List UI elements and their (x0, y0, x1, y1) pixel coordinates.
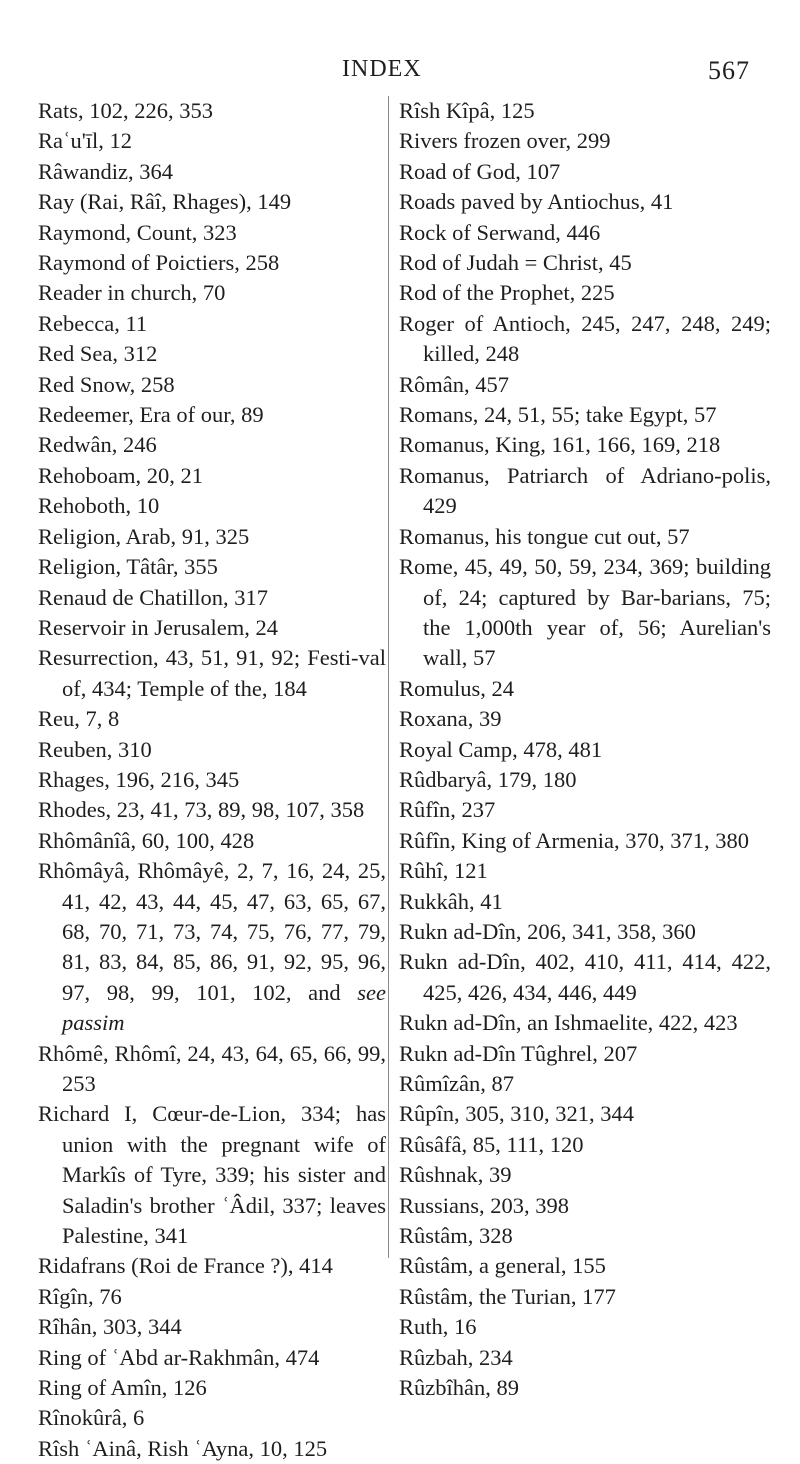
index-entry: Ring of ʿAbd ar-Rakhmân, 474 (38, 1344, 320, 1370)
index-entry: Reuben, 310 (38, 736, 152, 762)
column-divider (388, 96, 389, 1258)
index-entry: Rûshnak, 39 (399, 1162, 512, 1188)
index-entry: Red Sea, 312 (38, 341, 158, 367)
index-entry: Romulus, 24 (399, 675, 515, 701)
index-entry: Romanus, King, 161, 166, 169, 218 (399, 432, 721, 458)
index-entry: Reservoir in Jerusalem, 24 (38, 614, 278, 640)
index-entry: Rod of Judah = Christ, 45 (399, 250, 632, 276)
index-entry: Rûzbah, 234 (399, 1344, 513, 1370)
index-entry: Rîsh ʿAinâ, Rish ʿAyna, 10, 125 (38, 1435, 328, 1461)
index-entry: Royal Camp, 478, 481 (399, 736, 603, 762)
index-entry-text: Rhômâyâ, Rhômâyê, 2, 7, 16, 24, 25, 41, 42, 43, 44, 45, 47, 63, 65, 67, 68, 70, 71, 73, 74, 75, 76, 77, 79, 81, 83, 84, 85, 86, 91, 92, 95, 96, 97, 98, 99, 101, 102, and (38, 858, 386, 1005)
index-entry: Resurrection, 43, 51, 91, 92; Festi-val of, 434; Temple of the, 184 (38, 645, 386, 701)
index-entry: Roger of Antioch, 245, 247, 248, 249; killed, 248 (399, 310, 771, 367)
index-entry: Rhômê, Rhômî, 24, 43, 64, 65, 66, 99, 253 (38, 1040, 386, 1096)
index-entry: Redeemer, Era of our, 89 (38, 402, 264, 428)
index-entry: Redwân, 246 (38, 432, 157, 458)
index-entry: Rhodes, 23, 41, 73, 89, 98, 107, 358 (38, 797, 365, 823)
index-entry: Rukn ad-Dîn, 402, 410, 411, 414, 422, 425, 426, 434, 446, 449 (399, 949, 771, 1005)
index-entry: Ray (Rai, Râî, Rhages), 149 (38, 189, 292, 215)
index-entry: Raʿu'īl, 12 (38, 128, 133, 154)
index-entry: Rûsâfâ, 85, 111, 120 (399, 1131, 584, 1157)
index-entry: Religion, Arab, 91, 325 (38, 523, 250, 549)
index-entry: Rîhân, 303, 344 (38, 1314, 182, 1340)
index-entry: Ruth, 16 (399, 1314, 477, 1340)
index-entry: Rômân, 457 (399, 371, 509, 397)
index-entry: Rhages, 196, 216, 345 (38, 766, 240, 792)
index-entry: Rats, 102, 226, 353 (38, 98, 214, 123)
index-entry-with-italic (38, 856, 386, 1038)
index-entry: Rivers frozen over, 299 (399, 128, 611, 154)
index-entry: Ridafrans (Roi de France ?), 414 (38, 1253, 333, 1279)
index-entry: Rebecca, 11 (38, 310, 148, 336)
index-entry: Rhômânîâ, 60, 100, 428 (38, 827, 255, 853)
index-entry: Raymond, Count, 323 (38, 219, 237, 245)
index-entry: Rûmîzân, 87 (399, 1071, 514, 1096)
page-number: 567 (708, 56, 750, 85)
index-entry: Raymond of Poictiers, 258 (38, 250, 280, 276)
index-entry: Renaud de Chatillon, 317 (38, 584, 268, 610)
index-entry: Rûdbaryâ, 179, 180 (399, 766, 577, 792)
index-entry: Romanus, his tongue cut out, 57 (399, 523, 690, 549)
index-column-left (38, 96, 386, 1464)
index-entry: Rûfîn, King of Armenia, 370, 371, 380 (399, 827, 749, 853)
index-entry: Rûhî, 121 (399, 858, 488, 884)
index-column-right (399, 96, 771, 1403)
index-entry: Road of God, 107 (399, 158, 561, 184)
index-entry: Romanus, Patriarch of Adriano-polis, 429 (399, 462, 771, 519)
index-entry: Russians, 203, 398 (399, 1192, 570, 1218)
index-entry: Rûpîn, 305, 310, 321, 344 (399, 1101, 635, 1127)
index-entry: Richard I, Cœur-de-Lion, 334; has union with the pregnant wife of Markîs of Tyre, 339; his sister and Saladin's brother ʿÂdil, 337; leaves Palestine, 341 (38, 1101, 386, 1249)
index-entry: Rûstâm, 328 (399, 1223, 513, 1249)
index-entry: Rehoboam, 20, 21 (38, 462, 203, 488)
index-entry: Reader in church, 70 (38, 280, 226, 306)
index-entry: Rînokûrâ, 6 (38, 1405, 145, 1431)
index-entry: Rukn ad-Dîn Tûghrel, 207 (399, 1040, 638, 1066)
index-entry: Religion, Tâtâr, 355 (38, 554, 218, 580)
running-title: INDEX (342, 56, 422, 82)
index-entry: Romans, 24, 51, 55; take Egypt, 57 (399, 402, 717, 428)
index-entry: Rîgîn, 76 (38, 1283, 122, 1309)
index-entry: Rûstâm, a general, 155 (399, 1253, 606, 1279)
index-entry: Rome, 45, 49, 50, 59, 234, 369; building of, 24; captured by Bar-barians, 75; the 1,000th year of, 56; Aurelian's wall, 57 (399, 554, 771, 671)
index-entry: Red Snow, 258 (38, 371, 175, 397)
see-passim-italic: see passim (62, 979, 386, 1036)
index-entry: Rûfîn, 237 (399, 797, 496, 823)
index-entry: Rock of Serwand, 446 (399, 219, 601, 245)
index-entry: Rukn ad-Dîn, 206, 341, 358, 360 (399, 918, 696, 944)
index-entry: Rukn ad-Dîn, an Ishmaelite, 422, 423 (399, 1010, 738, 1036)
index-entry: Rukkâh, 41 (399, 888, 503, 914)
index-entry: Râwandiz, 364 (38, 158, 173, 184)
index-entry: Rod of the Prophet, 225 (399, 280, 615, 306)
index-entry: Rehoboth, 10 (38, 493, 160, 519)
index-entry: Ring of Amîn, 126 (38, 1375, 207, 1401)
index-entry: Rîsh Kîpâ, 125 (399, 98, 535, 123)
index-entry: Rûstâm, the Turian, 177 (399, 1283, 616, 1309)
index-entry: Roxana, 39 (399, 706, 502, 732)
index-entry: Reu, 7, 8 (38, 706, 120, 732)
index-entry: Roads paved by Antiochus, 41 (399, 189, 674, 215)
index-entry: Rûzbîhân, 89 (399, 1375, 519, 1401)
